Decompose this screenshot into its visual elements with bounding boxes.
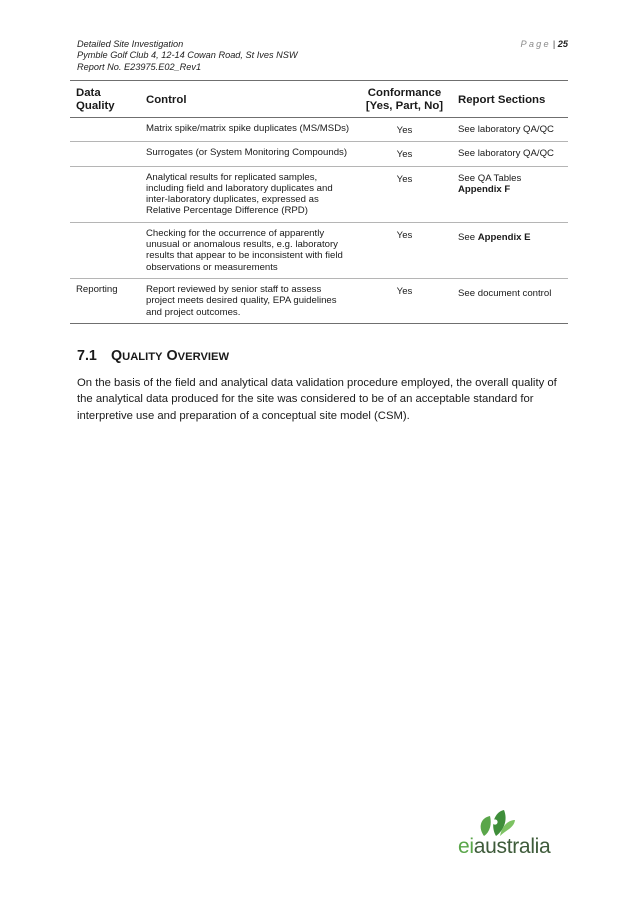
page-number-block xyxy=(521,39,568,49)
cell-control: Surrogates (or System Monitoring Compounds) xyxy=(140,142,356,166)
page-word: Page xyxy=(520,39,551,49)
table-row xyxy=(70,166,568,222)
sections-appendix-e: Appendix E xyxy=(477,231,531,243)
page-separator: | xyxy=(552,39,556,49)
table-row xyxy=(70,142,568,166)
cell-control: Checking for the occurrence of apparently unusual or anomalous results, e.g. laboratory results that appear to be inconsistent with field observations or measurements xyxy=(140,222,356,278)
cell-control: Report reviewed by senior staff to assess project meets desired quality, EPA guidelines and project outcomes. xyxy=(140,278,356,323)
cell-data-quality xyxy=(70,222,140,278)
table-row xyxy=(70,278,568,323)
logo-wordmark xyxy=(458,835,550,859)
header-data-quality: Data Quality xyxy=(70,81,140,118)
cell-conformance: Yes xyxy=(356,118,452,142)
qa-table xyxy=(70,80,568,324)
cell-data-quality xyxy=(70,142,140,166)
cell-report-sections xyxy=(452,222,568,278)
sections-appendix-f: Appendix F xyxy=(458,183,511,195)
section-heading xyxy=(77,348,229,364)
cell-report-sections: See laboratory QA/QC xyxy=(452,142,568,166)
table-row xyxy=(70,222,568,278)
page-number: 25 xyxy=(557,39,568,49)
eiaustralia-logo xyxy=(458,808,560,860)
cell-data-quality xyxy=(70,118,140,142)
header-site-address: Pymble Golf Club 4, 12-14 Cowan Road, St Ives NSW xyxy=(77,50,298,61)
cell-conformance: Yes xyxy=(356,278,452,323)
cell-conformance: Yes xyxy=(356,222,452,278)
cell-data-quality: Reporting xyxy=(70,278,140,323)
cell-report-sections: See laboratory QA/QC xyxy=(452,118,568,142)
cell-conformance: Yes xyxy=(356,166,452,222)
leaf-icon xyxy=(476,808,516,838)
header-conformance: Conformance [Yes, Part, No] xyxy=(356,81,452,118)
header-lines xyxy=(77,39,568,73)
header-doc-title: Detailed Site Investigation xyxy=(77,39,184,49)
section-title-verview: VERVIEW xyxy=(177,351,230,363)
header-report-sections: Report Sections xyxy=(452,81,568,118)
section-title-uality: UALITY xyxy=(122,351,163,363)
cell-control: Analytical results for replicated samples, including field and laboratory duplicates and inter-laboratory duplicates, expressed as Relative Percentage Difference (RPD) xyxy=(140,166,356,222)
header-control: Control xyxy=(140,81,356,118)
section-body-paragraph: On the basis of the field and analytical data validation procedure employed, the overall quality of the analytical data produced for the site was considered to be of an acceptable standard for interpretive use and preparation of a conceptual site model (CSM). xyxy=(77,377,557,422)
header-report-number: Report No. E23975.E02_Rev1 xyxy=(77,61,202,72)
logo-text-australia: australia xyxy=(473,835,551,858)
cell-report-sections: See document control xyxy=(452,278,568,323)
page-header xyxy=(77,39,568,73)
table-header-row xyxy=(70,81,568,118)
cell-conformance: Yes xyxy=(356,142,452,166)
logo-text-ei: ei xyxy=(458,835,474,858)
cell-control: Matrix spike/matrix spike duplicates (MS/MSDs) xyxy=(140,118,356,142)
sections-prefix: See xyxy=(458,231,478,243)
section-title-o: O xyxy=(166,348,178,364)
section-number: 7.1 xyxy=(77,348,97,364)
cell-data-quality xyxy=(70,166,140,222)
section-title-q: Q xyxy=(111,348,123,364)
cell-report-sections xyxy=(452,166,568,222)
sections-line-1: See QA Tables xyxy=(458,172,522,184)
table-row xyxy=(70,118,568,142)
